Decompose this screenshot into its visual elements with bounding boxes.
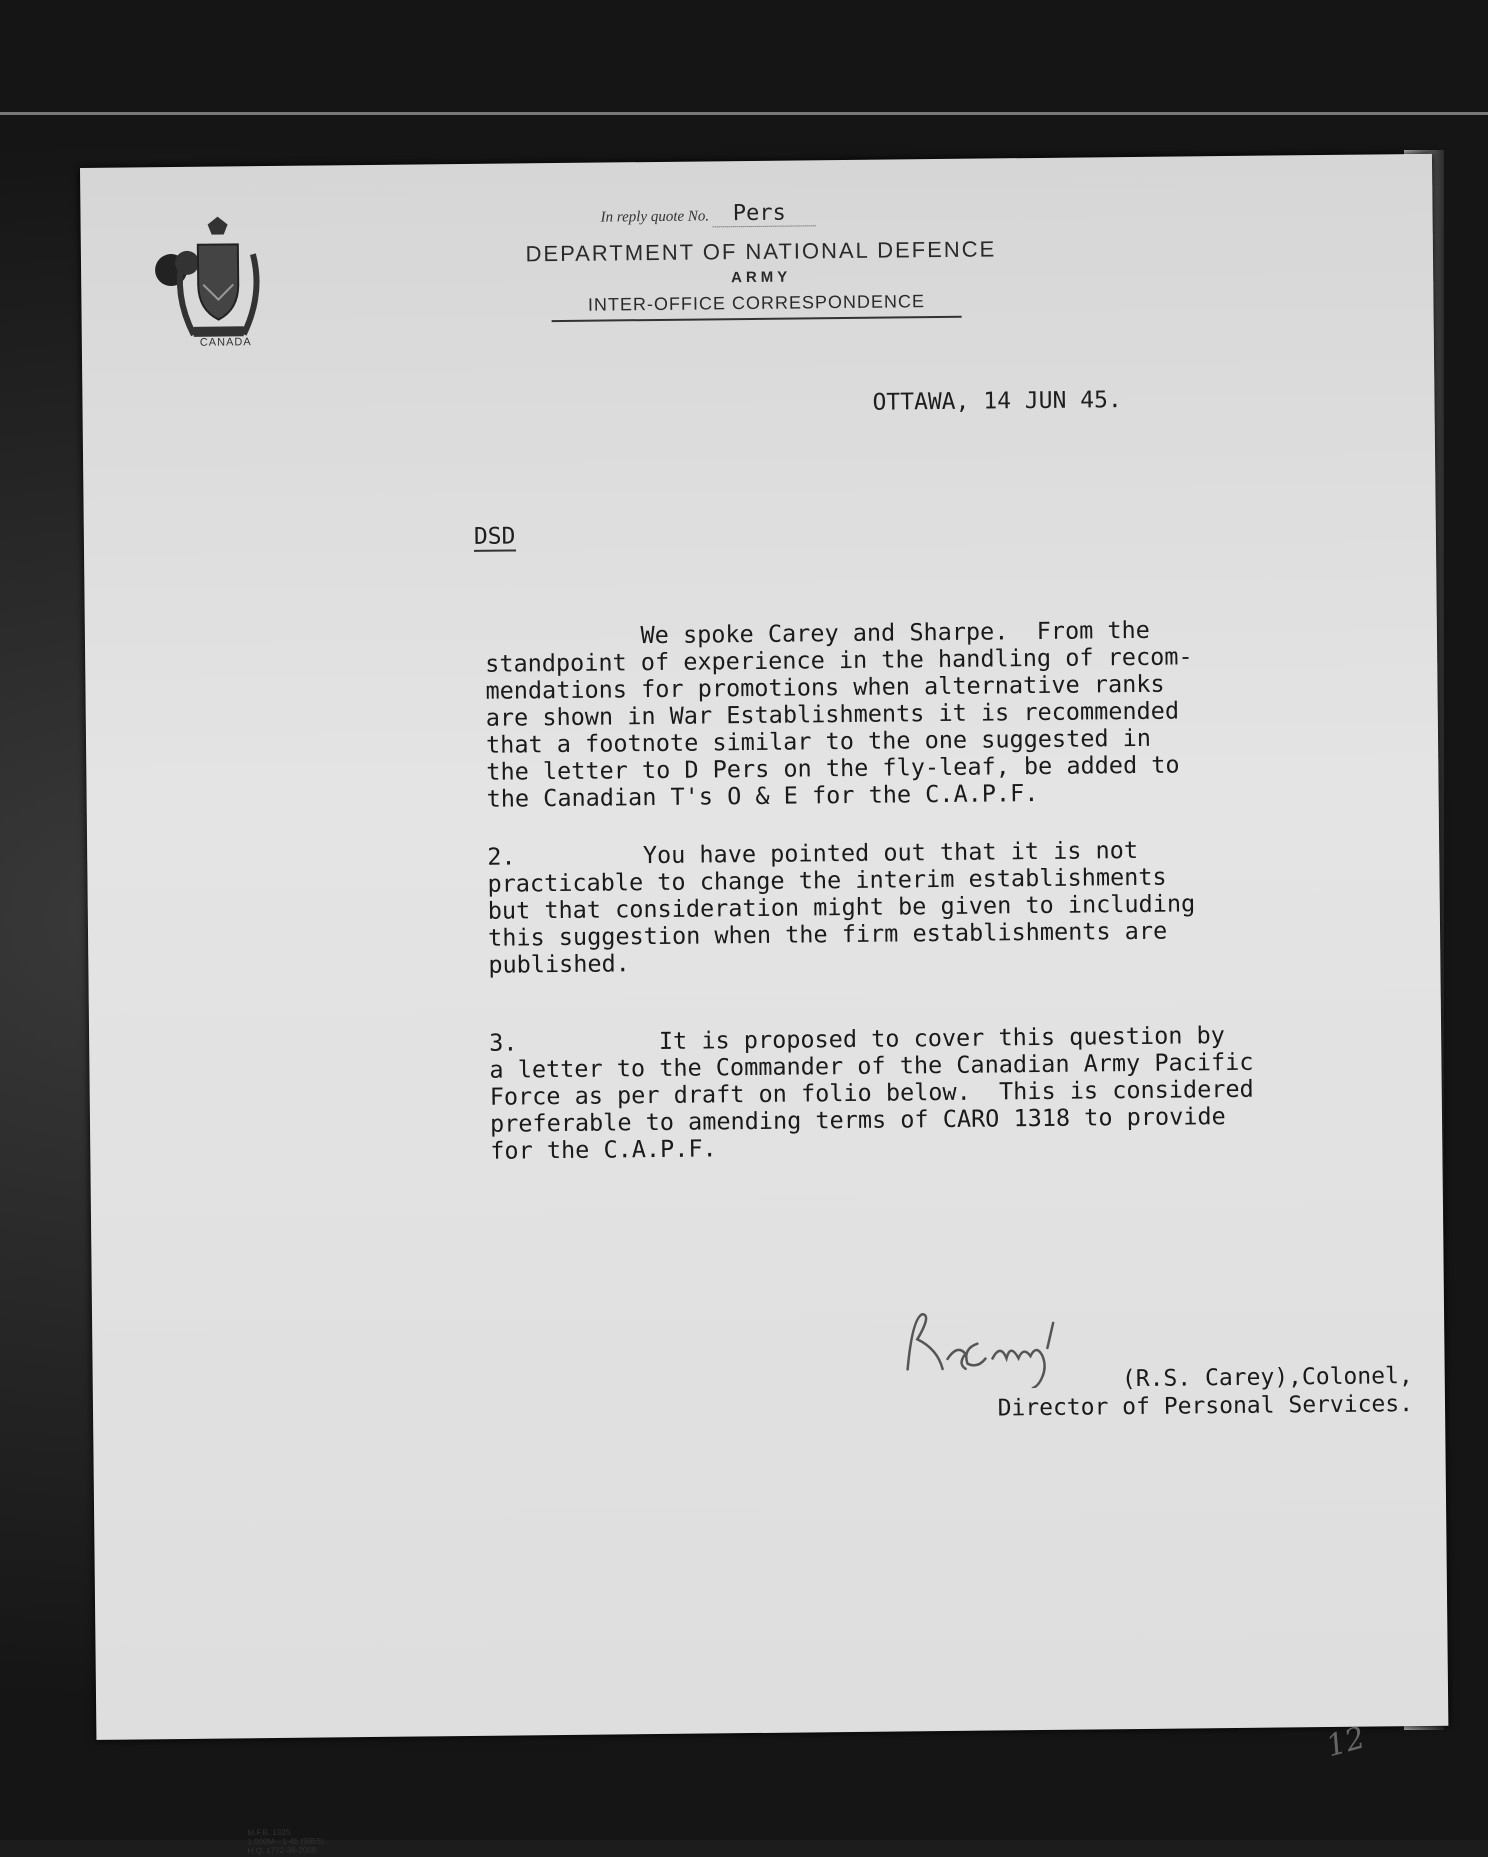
reply-reference: Pers — [713, 200, 816, 227]
signatory-title: Director of Personal Services. — [997, 1391, 1414, 1422]
form-mark-line: 1,000M—1-45 (9955) — [247, 1836, 324, 1847]
department-heading: DEPARTMENT OF NATIONAL DEFENCE — [525, 236, 997, 267]
reply-prefix: In reply quote No. — [600, 208, 710, 226]
signatory-name: (R.S. Carey),Colonel, — [1121, 1363, 1413, 1393]
branch-heading: ARMY — [731, 268, 792, 287]
dateline: OTTAWA, 14 JUN 45. — [872, 387, 1122, 416]
paragraph-2: 2. You have pointed out that it is not practicable to change the interim establishments but that consideration might be given to including this suggestion when the firm establishments are published. — [487, 835, 1196, 979]
paragraph-1: We spoke Carey and Sharpe. From the standpoint of experience in the handling of recom- mendations for promotions when alternative ranks are shown in War Establishments it is recommended that a footnote similar to the one suggested in the letter to D Pers on the fly-leaf, be added to the Canadian T's O & E for the C.A.P.F. — [484, 615, 1193, 813]
form-mark — [247, 1828, 323, 1856]
form-mark-line: M.F.B. 1325 — [247, 1827, 291, 1838]
paragraph-3: 3. It is proposed to cover this question by a letter to the Commander of the Canadian Army Pacific Force as per draft on folio below. This is considered preferable to amending terms of CARO 1318 to provide for the C.A.P.F. — [489, 1021, 1254, 1165]
letter-page — [80, 154, 1448, 1856]
form-mark-line: H.Q. 1772-39-2008 — [247, 1845, 317, 1856]
reply-reference-line — [600, 200, 816, 227]
crest-label: CANADA — [199, 336, 252, 349]
addressee: DSD — [473, 523, 516, 550]
folio-number: 12 — [1322, 1720, 1369, 1765]
correspondence-type-heading: INTER-OFFICE CORRESPONDENCE — [551, 291, 961, 322]
signature-block — [813, 1362, 1414, 1424]
film-edge-line — [0, 112, 1488, 115]
